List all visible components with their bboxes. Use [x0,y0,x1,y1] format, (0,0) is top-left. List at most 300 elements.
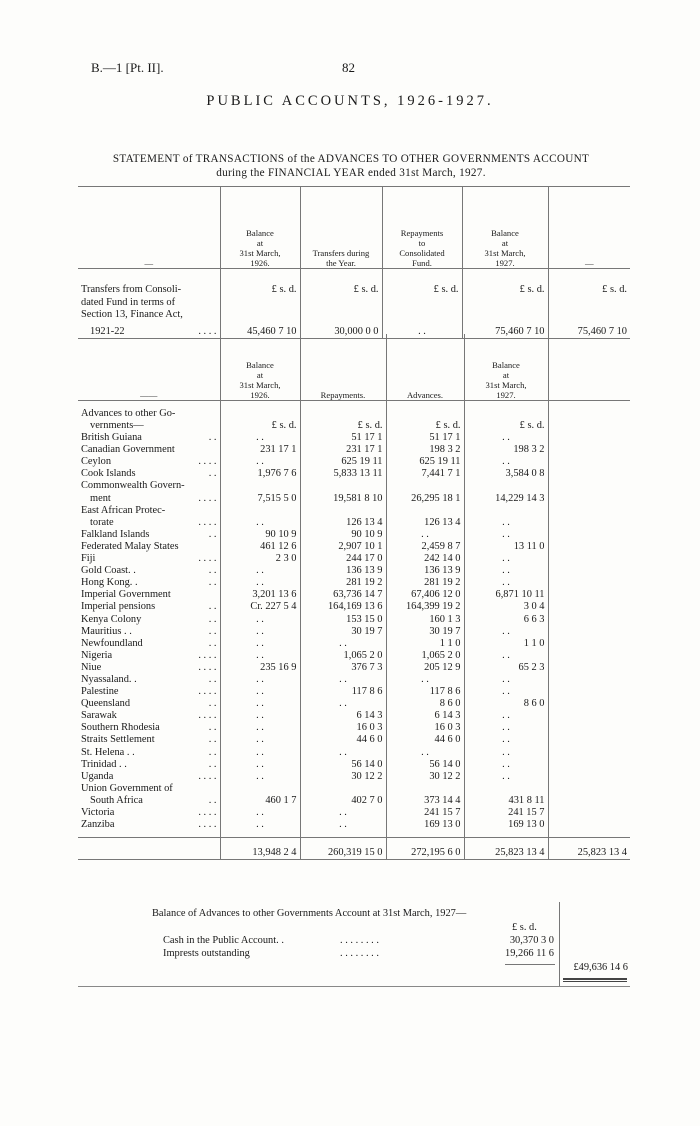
government-name: British Guiana [81,432,142,444]
cell-c3: 205 12 9 [386,662,464,674]
upper-header-repayments: Repayments to Consolidated Fund. [382,187,462,269]
cell-c3: 2,459 8 7 [386,541,464,553]
table-row [78,662,630,674]
cell-c4: . . [464,686,548,698]
cell-c1: . . [220,807,300,819]
cell-c2: 19,581 8 10 [300,493,386,505]
cell-c1: 3,201 13 6 [220,589,300,601]
transfers-balance-1926: 45,460 7 10 [220,321,300,339]
government-name: Queensland [81,698,131,710]
cell-c2: . . [300,807,386,819]
cell-c3: 242 14 0 [386,553,464,565]
government-name: Hong Kong. . [81,577,138,589]
cell-c1: . . [220,577,300,589]
row-label [78,601,220,613]
cell-c3: 160 1 3 [386,614,464,626]
government-name: Imperial pensions [81,601,156,613]
statement-line-2: during the FINANCIAL YEAR ended 31st March, 1927. [216,167,486,179]
lower-units-2: £ s. d. [300,420,386,432]
cell-c2: 2,907 10 1 [300,541,386,553]
cell-c2: 153 15 0 [300,614,386,626]
leader-dots: . . [208,722,217,734]
row-label [78,722,220,734]
total-double-rule-lower [563,981,627,982]
cell-c3: 169 13 0 [386,819,464,831]
cell-c4: . . [464,432,548,444]
balance-statement-line: Balance of Advances to other Governments Account at 31st March, 1927— [152,908,467,919]
government-name: Union Government of [81,782,173,794]
lower-header-balance-1926: Balance at 31st March, 1926. [220,334,300,400]
cell-c4: 1 1 0 [464,638,548,650]
row-label [78,589,220,601]
cash-and-imprests-total: £49,636 14 6 [573,962,628,973]
cell-c4: . . [464,553,548,565]
table-row [78,456,630,468]
leader-dots: . . . . [198,661,217,673]
table-row [78,722,630,734]
government-name: South Africa [90,794,143,806]
cell-c4: . . [464,650,548,662]
cell-c2: . . [300,698,386,710]
row-label [78,747,220,759]
cell-c2: 56 14 0 [300,759,386,771]
government-name: Commonwealth Govern- [81,480,185,492]
table-row [78,517,630,529]
row-label [78,734,220,746]
cell-c3: 51 17 1 [386,432,464,444]
table-row [78,819,630,831]
leader-dots: . . [208,613,217,625]
government-name: Falkland Islands [81,528,150,540]
lower-units-3: £ s. d. [386,420,464,432]
government-name: Nigeria [81,649,113,661]
lower-header-label: —— [140,389,158,400]
advances-table [78,334,630,860]
total-double-rule [563,978,627,980]
cell-c2: 136 13 9 [300,565,386,577]
footer-column-rule [559,902,560,986]
cell-c2: 16 0 3 [300,722,386,734]
cell-c3: 281 19 2 [386,577,464,589]
document-reference: B.—1 [Pt. II]. [91,60,164,75]
cell-c3: 198 3 2 [386,444,464,456]
lower-units-4: £ s. d. [464,420,548,432]
table-row [78,650,630,662]
cell-c4: 3 0 4 [464,601,548,613]
transfers-label-line-3: Section 13, Finance Act, [81,308,183,320]
total-balance-1926: 13,948 2 4 [220,837,300,859]
cell-c4: . . [464,734,548,746]
table-row [78,480,630,492]
table-row [78,807,630,819]
cell-c1: 460 1 7 [220,795,300,807]
cell-c4: . . [464,565,548,577]
government-name: Kenya Colony [81,613,142,625]
statement-heading [56,152,646,180]
cell-c4: . . [464,759,548,771]
cell-c4: 241 15 7 [464,807,548,819]
row-label [78,795,220,807]
table-row [78,759,630,771]
cell-c4: 431 8 11 [464,795,548,807]
leader-dots: . . . . [198,807,217,818]
transfers-label-line-1: Transfers from Consoli- [81,284,182,296]
page-number: 82 [342,60,355,75]
cell-c4: 198 3 2 [464,444,548,456]
cell-c2: . . [300,747,386,759]
row-label [78,505,220,517]
footer-bottom-rule [78,986,630,987]
advances-body [78,400,630,837]
cash-dots: . . . . . . . . [340,935,379,946]
cell-c3: 30 12 2 [386,771,464,783]
leader-dots: . . [208,637,217,649]
cell-c3: 136 13 9 [386,565,464,577]
cell-c1: . . [220,698,300,710]
table-row [78,529,630,541]
cell-c4: . . [464,710,548,722]
table-row [78,444,630,456]
leader-dots: . . [208,734,217,746]
cash-value: 30,370 3 0 [509,935,554,946]
table-row [78,601,630,613]
imprests-value: 19,266 11 6 [505,948,554,959]
row-label [78,565,220,577]
cell-c2: 281 19 2 [300,577,386,589]
table-row [78,553,630,565]
table-row [78,710,630,722]
government-name: Straits Settlement [81,734,155,746]
cell-c1: 235 16 9 [220,662,300,674]
total-repayments: 260,319 15 0 [300,837,386,859]
cash-label: Cash in the Public Account. . [163,935,284,946]
cell-c3: 241 15 7 [386,807,464,819]
government-name: Canadian Government [81,444,175,456]
cell-c1: . . [220,638,300,650]
advances-group-label-2: vernments— [90,420,144,431]
cell-c4 [464,783,548,795]
cell-c3: 16 0 3 [386,722,464,734]
cell-c4: . . [464,517,548,529]
cell-c2 [300,505,386,517]
row-label [78,468,220,480]
table-row [78,614,630,626]
upper-units-4: £ s. d. [462,269,548,297]
leader-dots: . . [208,746,217,758]
cell-c1: . . [220,614,300,626]
cell-c1: . . [220,771,300,783]
table-row [78,565,630,577]
leader-dots: . . [208,601,217,613]
table-row [78,771,630,783]
table-row [78,468,630,480]
imprests-label: Imprests outstanding [163,948,250,959]
cell-c2: 126 13 4 [300,517,386,529]
transfers-label-line-4: 1921-22 . . . . [90,326,217,338]
cell-c4: . . [464,626,548,638]
cell-c3: . . [386,674,464,686]
government-name: St. Helena . . [81,746,135,758]
row-label [78,480,220,492]
cell-c4: . . [464,747,548,759]
subtotal-rule [505,964,555,965]
cell-c2: 51 17 1 [300,432,386,444]
footer-units: £ s. d. [512,922,537,933]
cell-c4: 6 6 3 [464,614,548,626]
cell-c3: . . [386,529,464,541]
government-name: Federated Malay States [81,540,179,552]
cell-c1: 90 10 9 [220,529,300,541]
government-name: Fiji [81,553,96,565]
row-label [78,493,220,505]
leader-dots: . . [208,432,217,444]
cell-c3: 1 1 0 [386,638,464,650]
transfers-total: 75,460 7 10 [548,321,630,339]
table-row [78,577,630,589]
cell-c2: 5,833 13 11 [300,468,386,480]
government-name: Zanziba [81,819,115,831]
cell-c2: 164,169 13 6 [300,601,386,613]
row-label [78,819,220,831]
cell-c1: 231 17 1 [220,444,300,456]
table-row [78,432,630,444]
government-name: Trinidad . . [81,758,127,770]
cell-c1: 7,515 5 0 [220,493,300,505]
row-label [78,759,220,771]
cell-c1: 2 3 0 [220,553,300,565]
cell-c2 [300,783,386,795]
cell-c1: . . [220,734,300,746]
government-name: Palestine [81,686,119,698]
leader-dots: . . [208,577,217,589]
table-row [78,638,630,650]
government-name: East African Protec- [81,504,166,516]
row-label [78,541,220,553]
table-row [78,734,630,746]
cell-c3: 373 14 4 [386,795,464,807]
cell-c3 [386,505,464,517]
transfers-label-line-2: dated Fund in terms of [81,296,176,308]
leader-dots: . . . . [198,492,217,504]
transfers-during-year: 30,000 0 0 [300,321,382,339]
table-row [78,674,630,686]
upper-units-2: £ s. d. [300,269,382,297]
leader-dots: . . . . [198,819,217,831]
leader-dots: . . [208,625,217,637]
row-label [78,674,220,686]
lower-units-1: £ s. d. [220,420,300,432]
table-row [78,493,630,505]
cell-c2: 30 19 7 [300,626,386,638]
government-name: Nyassaland. . [81,673,137,685]
row-label [78,577,220,589]
cell-c1: . . [220,674,300,686]
leader-dots: . . [208,565,217,577]
cell-c3: 44 6 0 [386,734,464,746]
leader-dots: . . [208,468,217,480]
leader-dots: . . [208,758,217,770]
upper-header-balance-1927: Balance at 31st March, 1927. [462,187,548,269]
cell-c1: . . [220,819,300,831]
row-label [78,614,220,626]
cell-c3 [386,783,464,795]
cell-c2: 376 7 3 [300,662,386,674]
cell-c1: . . [220,710,300,722]
table-row [78,795,630,807]
cell-c3: 26,295 18 1 [386,493,464,505]
total-balance-1927: 25,823 13 4 [464,837,548,859]
cell-c4: . . [464,722,548,734]
cell-c4: . . [464,771,548,783]
leader-dots: . . . . [198,456,217,468]
cell-c3: 67,406 12 0 [386,589,464,601]
cell-c1: 461 12 6 [220,541,300,553]
page-title: PUBLIC ACCOUNTS, 1926-1927. [206,93,494,109]
cell-c3: 117 8 6 [386,686,464,698]
leader-dots: . . . . [198,770,217,782]
cell-c3: 164,399 19 2 [386,601,464,613]
cell-c3: 7,441 7 1 [386,468,464,480]
government-name: Newfoundland [81,637,143,649]
leader-dots: . . [208,673,217,685]
row-label [78,650,220,662]
cell-c3: 30 19 7 [386,626,464,638]
upper-units-5: £ s. d. [548,269,630,297]
cell-c4: 8 6 0 [464,698,548,710]
row-label [78,686,220,698]
totals-row [78,837,630,859]
table-row [78,505,630,517]
imprests-dots: . . . . . . . . [340,948,379,959]
leader-dots: . . [208,794,217,806]
cell-c3: 126 13 4 [386,517,464,529]
cell-c1: Cr. 227 5 4 [220,601,300,613]
cell-c3: 8 6 0 [386,698,464,710]
leader-dots: . . . . [198,710,217,722]
row-label [78,626,220,638]
cell-c2: 44 6 0 [300,734,386,746]
cell-c4: . . [464,674,548,686]
upper-units-3: £ s. d. [382,269,462,297]
cell-c2: 90 10 9 [300,529,386,541]
cell-c1 [220,783,300,795]
row-label [78,662,220,674]
lower-header-advances: Advances. [386,334,464,400]
row-label [78,517,220,529]
row-label [78,698,220,710]
cell-c2: 30 12 2 [300,771,386,783]
government-name: Victoria [81,807,115,818]
cell-c1: . . [220,432,300,444]
cell-c4: . . [464,529,548,541]
leader-dots: . . . . [198,649,217,661]
transfers-balance-1927: 75,460 7 10 [462,321,548,339]
row-label [78,456,220,468]
government-name: Niue [81,661,102,673]
cell-c4: 6,871 10 11 [464,589,548,601]
leader-dots: . . [208,528,217,540]
government-name: Mauritius . . [81,625,132,637]
cell-c4: . . [464,456,548,468]
upper-units-1: £ s. d. [220,269,300,297]
cell-c1: . . [220,626,300,638]
cell-c2: 402 7 0 [300,795,386,807]
cell-c4 [464,480,548,492]
cell-c1 [220,505,300,517]
cell-c2: 6 14 3 [300,710,386,722]
cell-c1: . . [220,565,300,577]
cell-c2 [300,480,386,492]
advances-group-label-1: Advances to other Go- [81,407,176,419]
government-name: Uganda [81,770,114,782]
government-name: ment [90,492,111,504]
row-label [78,783,220,795]
cell-c2: 625 19 11 [300,456,386,468]
cell-c1: . . [220,650,300,662]
cell-c3: 56 14 0 [386,759,464,771]
cell-c3: 1,065 2 0 [386,650,464,662]
cell-c4: 13 11 0 [464,541,548,553]
government-name: Ceylon [81,456,112,468]
cell-c4: 65 2 3 [464,662,548,674]
cell-c1: . . [220,456,300,468]
table-row [78,589,630,601]
total-advances: 272,195 6 0 [386,837,464,859]
statement-line-1: STATEMENT of TRANSACTIONS of the ADVANCES TO OTHER GOVERNMENTS ACCOUNT [112,153,590,165]
government-name: torate [90,516,114,528]
row-label [78,432,220,444]
table-row [78,541,630,553]
grand-total-advances: 25,823 13 4 [548,837,630,859]
table-row [78,686,630,698]
cell-c3 [386,480,464,492]
lower-header-repayments: Repayments. [300,334,386,400]
leader-dots: . . . . [198,686,217,698]
cell-c4: 169 13 0 [464,819,548,831]
cell-c2: 1,065 2 0 [300,650,386,662]
cell-c1: 1,976 7 6 [220,468,300,480]
upper-header-transfers: Transfers during the Year. [300,187,382,269]
transfers-table [78,186,630,339]
government-name: Imperial Government [81,589,171,601]
table-row [78,626,630,638]
cell-c3: . . [386,747,464,759]
row-label [78,444,220,456]
row-label [78,553,220,565]
cell-c3: 625 19 11 [386,456,464,468]
transfers-repayments: . . [382,321,462,339]
row-label [78,771,220,783]
government-name: Cook Islands [81,468,136,480]
cell-c4: 3,584 0 8 [464,468,548,480]
row-label [78,638,220,650]
cell-c2: 231 17 1 [300,444,386,456]
cell-c2: . . [300,819,386,831]
leader-dots: . . . . [198,553,217,565]
cell-c1 [220,480,300,492]
cell-c4: 14,229 14 3 [464,493,548,505]
leader-dots: . . [208,698,217,710]
row-label [78,710,220,722]
cell-c4: . . [464,577,548,589]
cell-c1: . . [220,686,300,698]
upper-header-label: — [144,258,154,268]
government-name: Sarawak [81,710,117,722]
cell-c1: . . [220,759,300,771]
cell-c1: . . [220,747,300,759]
cell-c2: . . [300,674,386,686]
row-label [78,807,220,819]
